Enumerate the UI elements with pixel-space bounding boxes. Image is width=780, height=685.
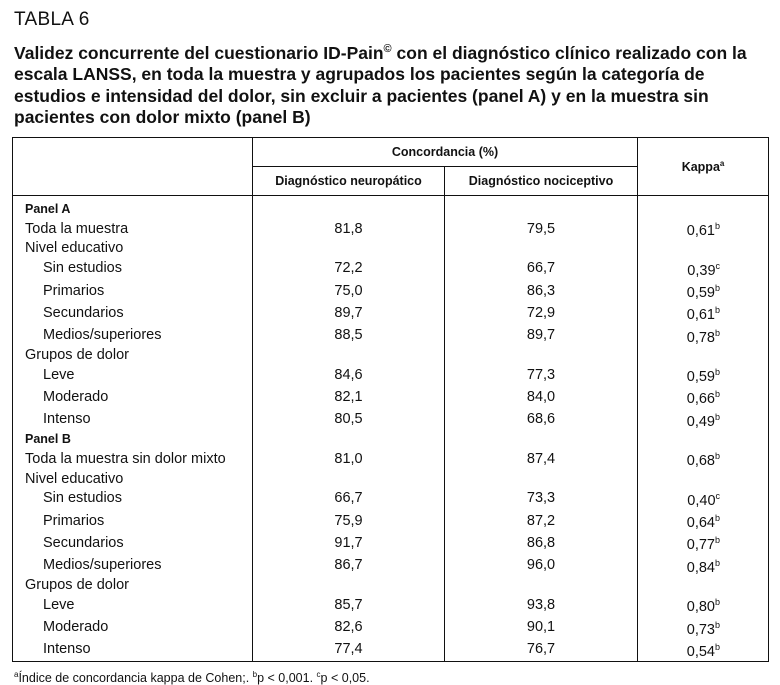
kappa-number: 0,61 [686,307,715,324]
table-row [13,639,769,662]
header-neuropatico: Diagnóstico neuropático [253,166,445,195]
kappa-number: 0,77 [686,537,715,554]
nociceptivo-value [445,471,638,488]
table-row [13,431,769,448]
results-table [12,137,769,662]
table-row [13,240,769,257]
row-label: Intenso [13,639,253,662]
kappa-number: 0,64 [686,515,715,532]
table-row [13,448,769,470]
row-label: Moderado [13,617,253,639]
kappa-value [638,201,769,218]
kappa-number: 0,49 [686,413,715,430]
kappa-significance-mark: b [715,389,721,400]
header-kappa-mark: a [719,158,725,168]
neuropatico-value: 91,7 [253,532,445,554]
row-label: Toda la muestra sin dolor mixto [13,448,253,470]
header-kappa [638,137,769,195]
neuropatico-value: 81,8 [253,218,445,240]
row-label: Nivel educativo [13,240,253,257]
kappa-value [638,347,769,364]
kappa-significance-mark: b [715,641,721,652]
row-label: Primarios [13,280,253,302]
row-label: Toda la muestra [13,218,253,240]
neuropatico-value: 81,0 [253,448,445,470]
row-label: Leve [13,364,253,386]
table-row [13,364,769,386]
table-row [13,409,769,431]
row-label: Intenso [13,409,253,431]
kappa-number: 0,73 [686,621,715,638]
row-label: Sin estudios [13,258,253,280]
nociceptivo-value: 86,3 [445,280,638,302]
table-row [13,510,769,532]
nociceptivo-value: 90,1 [445,617,638,639]
kappa-significance-mark: b [715,305,721,316]
kappa-significance-mark: b [715,513,721,524]
kappa-number: 0,78 [686,329,715,346]
nociceptivo-value: 84,0 [445,386,638,408]
nociceptivo-value: 87,4 [445,448,638,470]
header-kappa-label: Kappa [681,159,720,174]
kappa-value [638,431,769,448]
kappa-significance-mark: c [715,260,721,271]
neuropatico-value: 88,5 [253,325,445,347]
row-label: Secundarios [13,532,253,554]
kappa-number: 0,54 [686,643,715,660]
table-row [13,386,769,408]
row-label: Leve [13,594,253,616]
kappa-value [638,532,769,554]
kappa-significance-mark: b [715,411,721,422]
table-row [13,347,769,364]
footnote-text-c: p < 0,05. [320,671,370,685]
table-row [13,594,769,616]
table-row [13,532,769,554]
nociceptivo-value: 89,7 [445,325,638,347]
kappa-significance-mark: b [715,221,721,232]
row-label: Grupos de dolor [13,577,253,594]
kappa-significance-mark: b [715,535,721,546]
kappa-number: 0,40 [687,492,716,509]
table-row [13,302,769,324]
kappa-significance-mark: b [715,619,721,630]
kappa-number: 0,80 [686,599,715,616]
header-concordancia: Concordancia (%) [253,137,638,166]
table-body [13,195,769,661]
kappa-value [638,240,769,257]
row-label: Medios/superiores [13,325,253,347]
nociceptivo-value: 79,5 [445,218,638,240]
neuropatico-value: 82,6 [253,617,445,639]
kappa-significance-mark: b [715,283,721,294]
neuropatico-value [253,240,445,257]
kappa-significance-mark: b [715,367,721,378]
table-row [13,577,769,594]
row-label: Panel A [13,201,253,218]
nociceptivo-value: 68,6 [445,409,638,431]
neuropatico-value [253,347,445,364]
table-label: TABLA 6 [14,9,90,30]
footnote-mark-c: c [316,670,321,680]
neuropatico-value: 66,7 [253,488,445,510]
row-label: Moderado [13,386,253,408]
kappa-significance-mark: c [715,490,721,501]
table-row [13,201,769,218]
row-label: Primarios [13,510,253,532]
title-part-2: con el diagnóstico clínico realizado con la escala LANSS, en toda la muestra y agrupados los pacientes según la categoría de estudios e intensidad del dolor, sin excluir a pacientes (panel A) y en la muestra sin pacientes con dolor mixto (panel B) [14,42,747,128]
table-row [13,218,769,240]
neuropatico-value: 80,5 [253,409,445,431]
kappa-value [638,510,769,532]
kappa-number: 0,59 [686,369,715,386]
neuropatico-value [253,431,445,448]
table-row [13,555,769,577]
copyright-mark: © [383,43,392,55]
nociceptivo-value [445,240,638,257]
nociceptivo-value: 86,8 [445,532,638,554]
row-label: Nivel educativo [13,471,253,488]
nociceptivo-value: 72,9 [445,302,638,324]
kappa-number: 0,84 [686,559,715,576]
neuropatico-value: 89,7 [253,302,445,324]
footnote-text-a: Índice de concordancia kappa de Cohen;. [18,671,253,685]
document [12,8,768,685]
table-row [13,258,769,280]
table-title [14,39,754,129]
title-part-1: Validez concurrente del cuestionario ID-Pain [14,42,384,63]
kappa-value [638,577,769,594]
row-label: Grupos de dolor [13,347,253,364]
kappa-significance-mark: b [715,451,721,462]
row-label: Medios/superiores [13,555,253,577]
table-row [13,617,769,639]
kappa-value [638,555,769,577]
nociceptivo-value: 66,7 [445,258,638,280]
neuropatico-value: 72,2 [253,258,445,280]
nociceptivo-value: 73,3 [445,488,638,510]
kappa-value [638,617,769,639]
kappa-number: 0,39 [687,262,716,279]
neuropatico-value [253,471,445,488]
neuropatico-value [253,577,445,594]
neuropatico-value: 82,1 [253,386,445,408]
nociceptivo-value [445,577,638,594]
neuropatico-value: 84,6 [253,364,445,386]
nociceptivo-value: 77,3 [445,364,638,386]
kappa-value [638,386,769,408]
kappa-number: 0,59 [686,284,715,301]
neuropatico-value [253,201,445,218]
kappa-number: 0,68 [686,453,715,470]
neuropatico-value: 85,7 [253,594,445,616]
kappa-number: 0,66 [686,391,715,408]
kappa-value [638,594,769,616]
row-label: Sin estudios [13,488,253,510]
kappa-value [638,471,769,488]
row-label: Panel B [13,431,253,448]
header-nociceptivo: Diagnóstico nociceptivo [445,166,638,195]
table-row [13,471,769,488]
nociceptivo-value [445,431,638,448]
kappa-value [638,364,769,386]
nociceptivo-value: 76,7 [445,639,638,662]
row-label: Secundarios [13,302,253,324]
footnote-mark-a: a [14,670,19,680]
kappa-value [638,488,769,510]
nociceptivo-value: 87,2 [445,510,638,532]
footnote-text-b: p < 0,001. [257,671,317,685]
kappa-value [638,325,769,347]
table-row [13,280,769,302]
kappa-value [638,280,769,302]
table-row [13,488,769,510]
neuropatico-value: 77,4 [253,639,445,662]
kappa-value [638,302,769,324]
footnote-mark-b: b [252,670,258,680]
table-footnote [14,670,768,685]
nociceptivo-value: 96,0 [445,555,638,577]
nociceptivo-value [445,201,638,218]
neuropatico-value: 75,0 [253,280,445,302]
kappa-significance-mark: b [715,597,721,608]
neuropatico-value: 86,7 [253,555,445,577]
kappa-significance-mark: b [715,327,721,338]
kappa-number: 0,61 [686,223,715,240]
neuropatico-value: 75,9 [253,510,445,532]
kappa-value [638,258,769,280]
kappa-value [638,448,769,470]
table-row [13,325,769,347]
kappa-significance-mark: b [715,557,721,568]
nociceptivo-value [445,347,638,364]
kappa-value [638,409,769,431]
nociceptivo-value: 93,8 [445,594,638,616]
kappa-value [638,639,769,662]
kappa-value [638,218,769,240]
